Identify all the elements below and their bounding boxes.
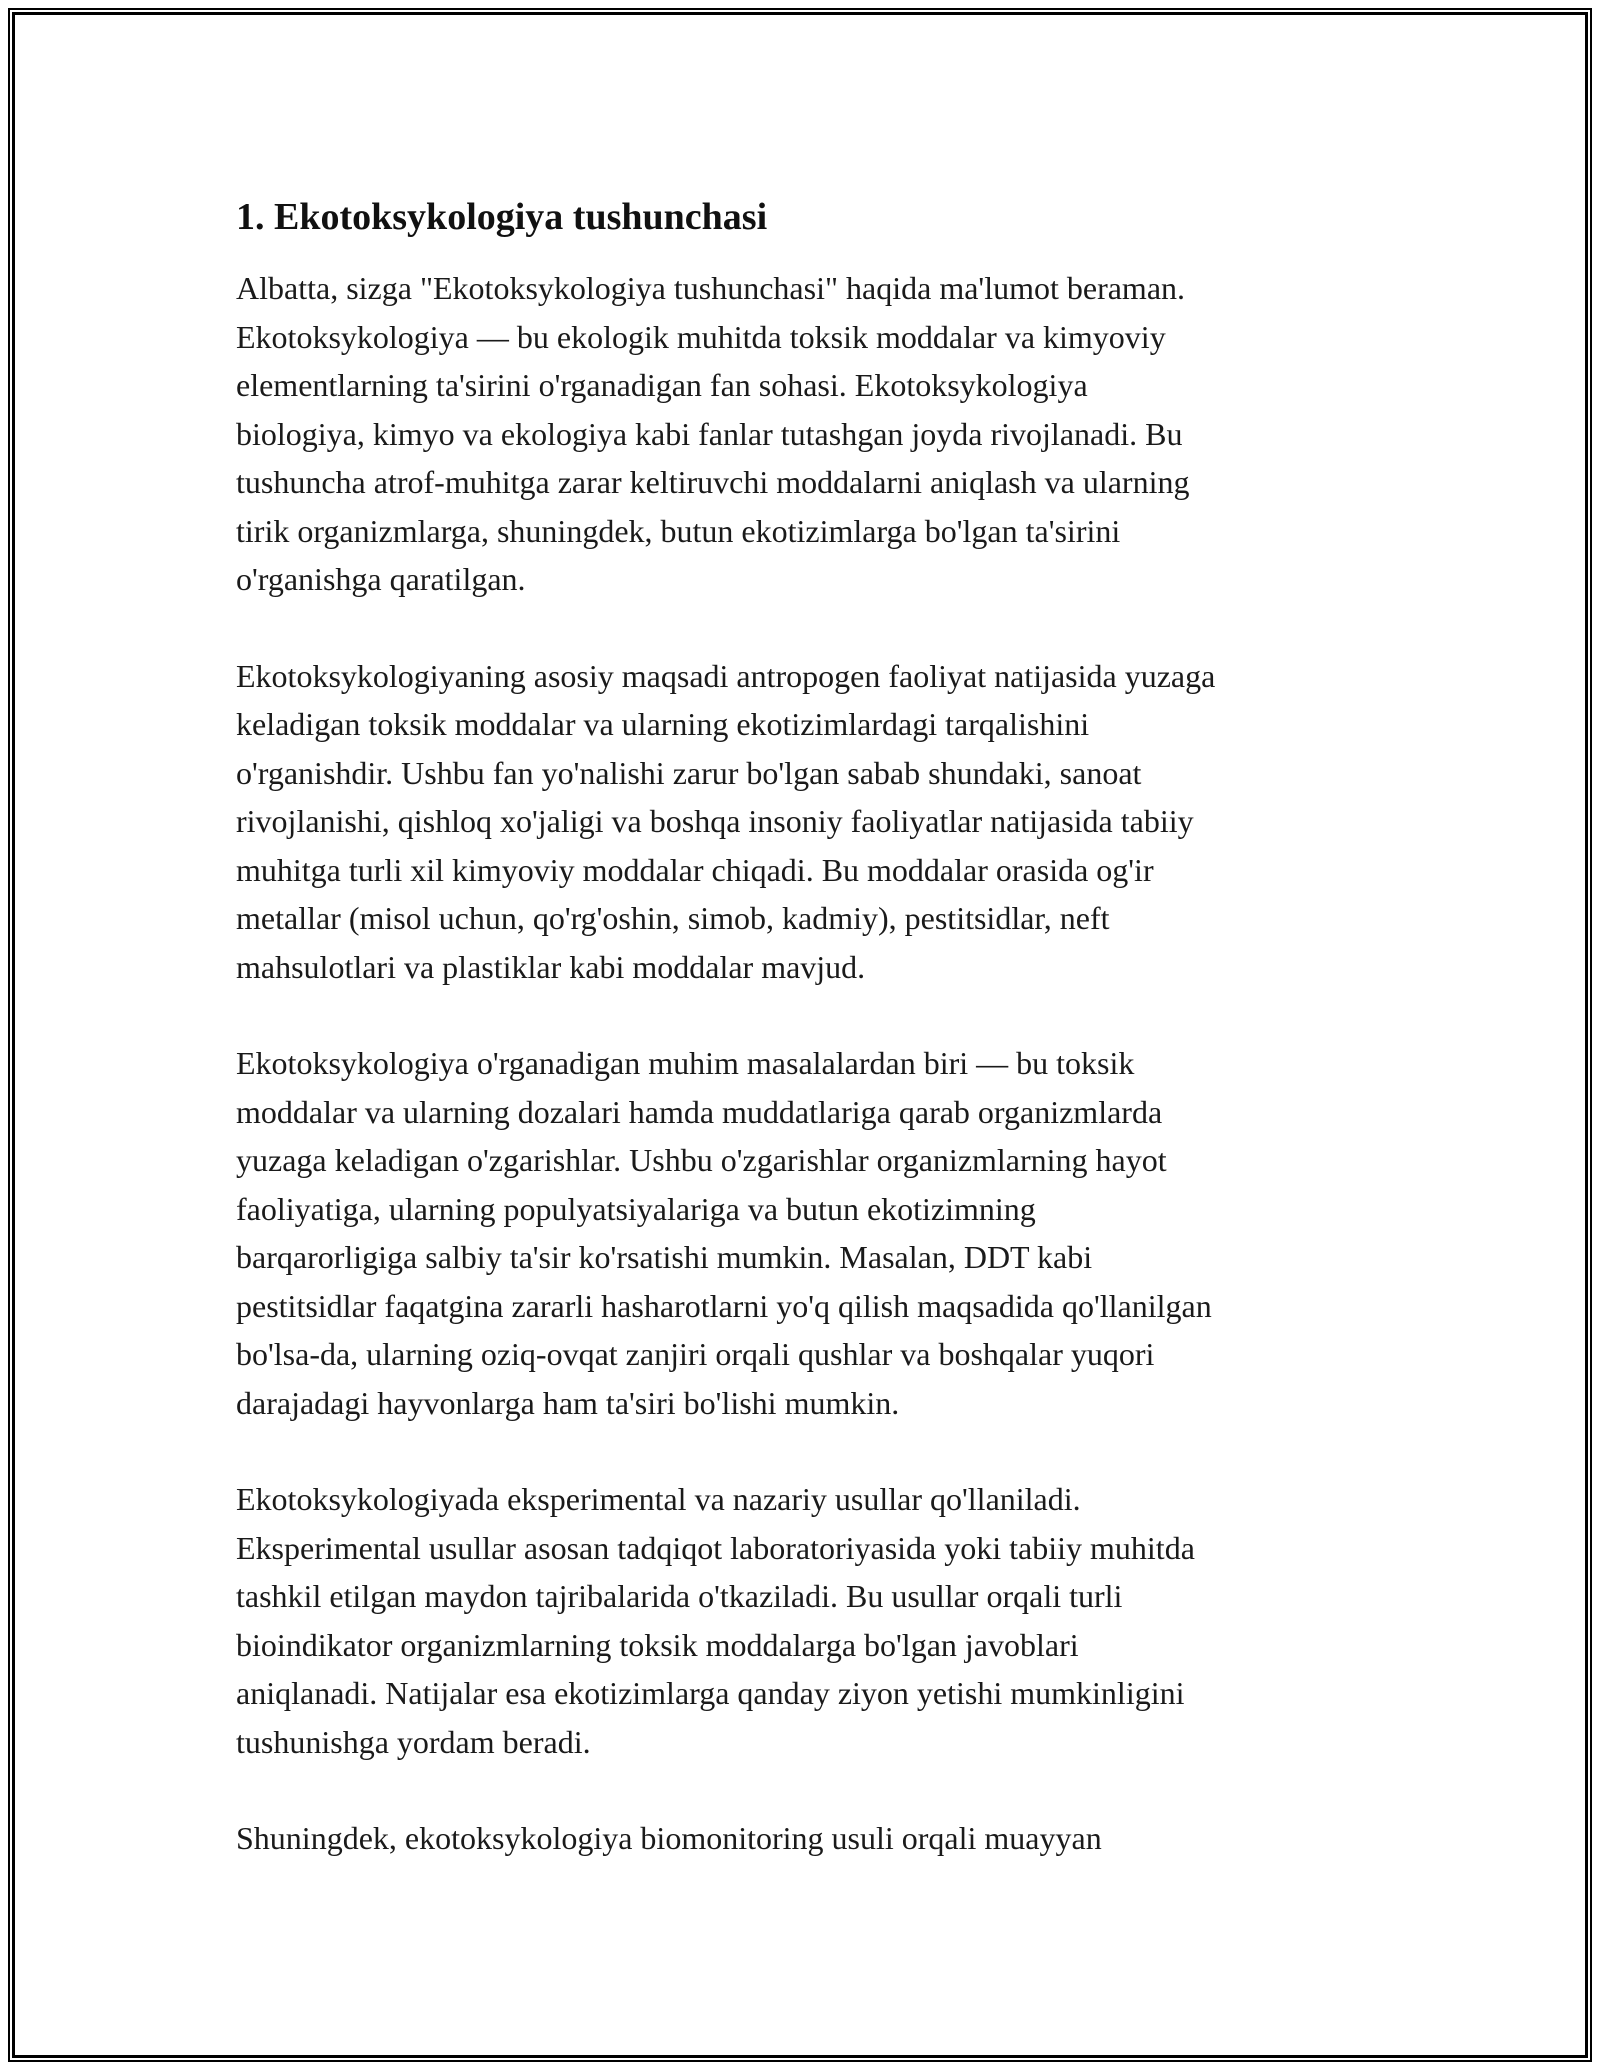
text-line: tushuncha atrof-muhitga zarar keltiruvchi moddalarni aniqlash va ularning bbox=[236, 464, 1190, 501]
text-line: mahsulotlari va plastiklar kabi moddalar mavjud. bbox=[236, 948, 866, 985]
text-line: bo'lsa-da, ularning oziq-ovqat zanjiri orqali qushlar va boshqalar yuqori bbox=[236, 1336, 1155, 1373]
text-line: aniqlanadi. Natijalar esa ekotizimlarga qanday ziyon yetishi mumkinligini bbox=[236, 1675, 1185, 1712]
text-line: Shuningdek, ekotoksykologiya biomonitoring usuli orqali muayyan bbox=[236, 1820, 1102, 1857]
text-line: keladigan toksik moddalar va ularning ekotizimlardagi tarqalishini bbox=[236, 706, 1090, 743]
text-line: moddalar va ularning dozalari hamda muddatlariga qarab organizmlarda bbox=[236, 1093, 1163, 1130]
text-line: biologiya, kimyo va ekologiya kabi fanlar tutashgan joyda rivojlanadi. Bu bbox=[236, 415, 1183, 452]
text-line: Albatta, sizga "Ekotoksykologiya tushunchasi" haqida ma'lumot beraman. bbox=[236, 270, 1186, 307]
text-line: metallar (misol uchun, qo'rg'oshin, simob, kadmiy), pestitsidlar, neft bbox=[236, 900, 1110, 937]
text-line: Ekotoksykologiya o'rganadigan muhim masalalardan biri — bu toksik bbox=[236, 1045, 1135, 1082]
text-line: faoliyatiga, ularning populyatsiyalariga va butun ekotizimning bbox=[236, 1190, 1036, 1227]
paragraph-4 bbox=[236, 1475, 1386, 1766]
page-border-inner bbox=[12, 12, 1588, 2058]
paragraph-3 bbox=[236, 1039, 1386, 1427]
text-line: tushunishga yordam beradi. bbox=[236, 1723, 591, 1760]
text-line: tashkil etilgan maydon tajribalarida o'tkaziladi. Bu usullar orqali turli bbox=[236, 1578, 1123, 1615]
paragraph-5 bbox=[236, 1814, 1386, 1863]
text-line: o'rganishdir. Ushbu fan yo'nalishi zarur bo'lgan sabab shundaki, sanoat bbox=[236, 754, 1142, 791]
text-line: Eksperimental usullar asosan tadqiqot laboratoriyasida yoki tabiiy muhitda bbox=[236, 1529, 1195, 1566]
text-line: Ekotoksykologiyaning asosiy maqsadi antropogen faoliyat natijasida yuzaga bbox=[236, 657, 1216, 694]
text-line: yuzaga keladigan o'zgarishlar. Ushbu o'zgarishlar organizmlarning hayot bbox=[236, 1142, 1167, 1179]
paragraph-2 bbox=[236, 652, 1386, 992]
text-line: elementlarning ta'sirini o'rganadigan fan sohasi. Ekotoksykologiya bbox=[236, 367, 1088, 404]
text-line: tirik organizmlarga, shuningdek, butun ekotizimlarga bo'lgan ta'sirini bbox=[236, 512, 1121, 549]
text-line: bioindikator organizmlarning toksik moddalarga bo'lgan javoblari bbox=[236, 1626, 1079, 1663]
page-border-outer bbox=[8, 8, 1592, 2062]
paragraph-1 bbox=[236, 264, 1386, 604]
text-line: Ekotoksykologiyada eksperimental va nazariy usullar qo'llaniladi. bbox=[236, 1481, 1081, 1518]
text-line: darajadagi hayvonlarga ham ta'siri bo'lishi mumkin. bbox=[236, 1384, 900, 1421]
document-body bbox=[236, 193, 1386, 1863]
text-line: rivojlanishi, qishloq xo'jaligi va boshqa insoniy faoliyatlar natijasida tabiiy bbox=[236, 803, 1194, 840]
section-heading: 1. Ekotoksykologiya tushunchasi bbox=[236, 196, 768, 238]
text-line: o'rganishga qaratilgan. bbox=[236, 561, 526, 598]
text-line: barqarorligiga salbiy ta'sir ko'rsatishi mumkin. Masalan, DDT kabi bbox=[236, 1239, 1093, 1276]
text-line: Ekotoksykologiya — bu ekologik muhitda toksik moddalar va kimyoviy bbox=[236, 318, 1166, 355]
text-line: pestitsidlar faqatgina zararli hasharotlarni yo'q qilish maqsadida qo'llanilgan bbox=[236, 1287, 1212, 1324]
text-line: muhitga turli xil kimyoviy moddalar chiqadi. Bu moddalar orasida og'ir bbox=[236, 851, 1154, 888]
